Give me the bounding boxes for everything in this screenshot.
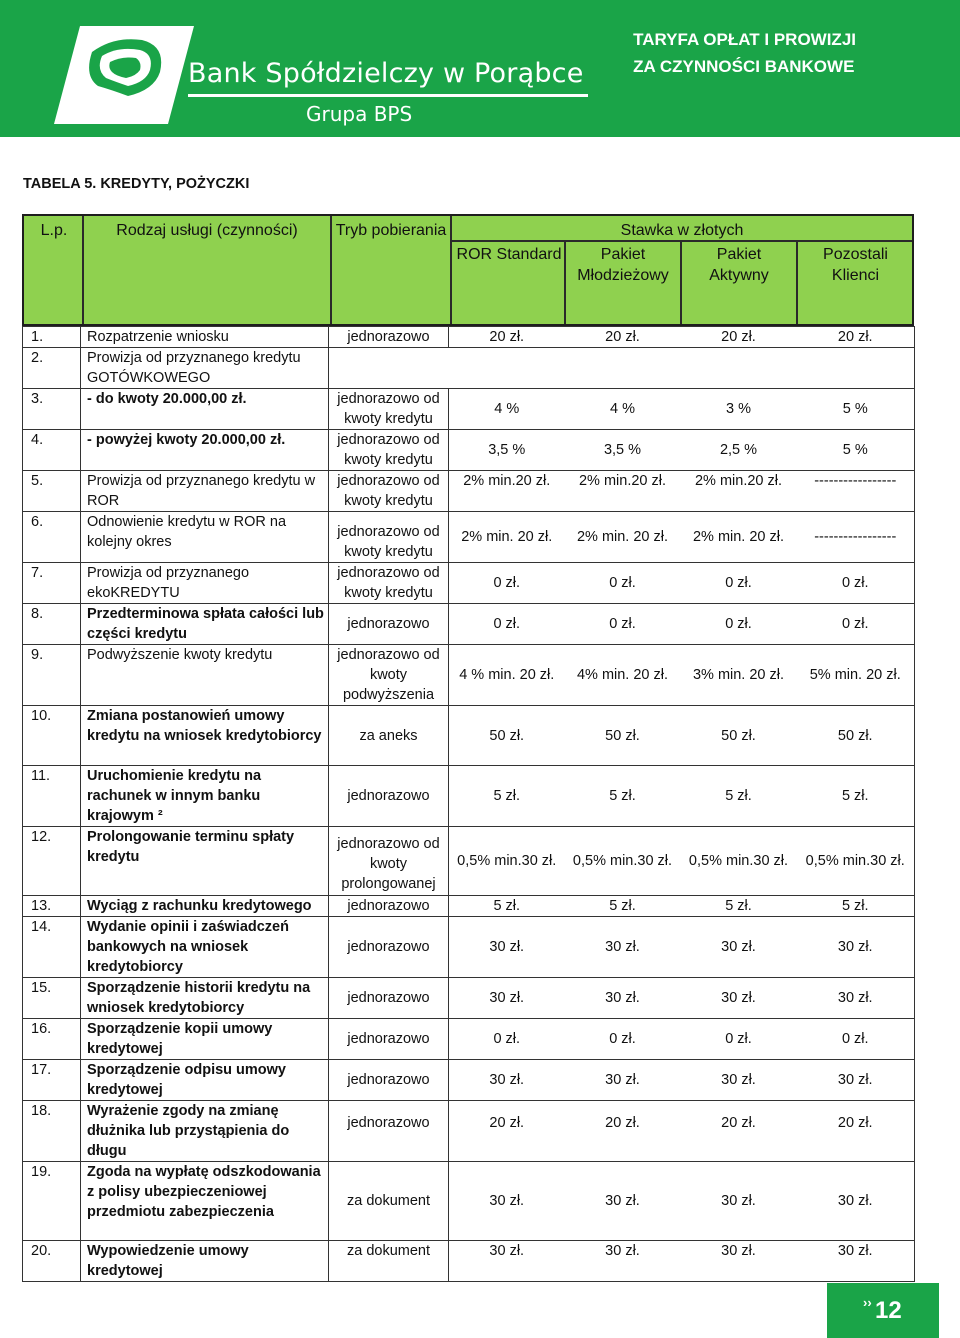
table-row [23, 896, 915, 917]
row-service: Przedterminowa spłata całości lub części kredytu [81, 604, 329, 645]
row-value-ror: 0,5% min.30 zł. [449, 827, 565, 896]
row-value-aktywny: 30 zł. [681, 1241, 797, 1282]
row-value-mlodziezowy: 0 zł. [565, 563, 681, 604]
row-value-ror: 4 % min. 20 zł. [449, 645, 565, 706]
row-lp: 14. [23, 917, 81, 978]
row-value-pozostali: 0,5% min.30 zł. [797, 827, 915, 896]
header-col-mlodziezowy: Pakiet Młodzieżowy [577, 246, 669, 284]
header-col-pozostali: Pozostali Klienci [823, 246, 888, 284]
fees-table [22, 326, 915, 1282]
row-value-mlodziezowy: 0 zł. [565, 604, 681, 645]
row-value-aktywny: 5 zł. [681, 896, 797, 917]
row-value-pozostali: 20 zł. [797, 1101, 915, 1162]
row-value-aktywny: 3 % [681, 389, 797, 430]
bank-name: Bank Spółdzielczy w Porąbce [188, 58, 584, 89]
row-value-mlodziezowy: 50 zł. [565, 706, 681, 766]
row-value-mlodziezowy: 2% min.20 zł. [565, 471, 681, 512]
row-value-ror: 2% min.20 zł. [449, 471, 565, 512]
tariff-title-line2: ZA CZYNNOŚCI BANKOWE [633, 57, 855, 76]
row-mode: za dokument [329, 1241, 449, 1282]
row-value-mlodziezowy: 30 zł. [565, 1241, 681, 1282]
row-value-pozostali: ----------------- [797, 471, 915, 512]
row-lp: 3. [23, 389, 81, 430]
row-value-aktywny: 0 zł. [681, 604, 797, 645]
table-row [23, 1241, 915, 1282]
row-lp: 18. [23, 1101, 81, 1162]
row-value-pozostali: 5 zł. [797, 896, 915, 917]
row-mode: jednorazowo od kwoty prolongowanej [329, 827, 449, 896]
row-mode: jednorazowo [329, 978, 449, 1019]
row-mode: za dokument [329, 1162, 449, 1241]
header-col-ror: ROR Standard [456, 246, 562, 263]
row-value-aktywny: 0,5% min.30 zł. [681, 827, 797, 896]
table-row [23, 1101, 915, 1162]
row-service: Zmiana postanowień umowy kredytu na wniosek kredytobiorcy [81, 706, 329, 766]
row-mode: jednorazowo [329, 1019, 449, 1060]
header-rate-group: Stawka w złotych [620, 222, 744, 239]
row-value-ror: 20 zł. [449, 1101, 565, 1162]
row-value-aktywny: 5 zł. [681, 766, 797, 827]
row-value-aktywny: 30 zł. [681, 1060, 797, 1101]
row-value-ror: 50 zł. [449, 706, 565, 766]
row-service: - do kwoty 20.000,00 zł. [81, 389, 329, 430]
row-service: Prolongowanie terminu spłaty kredytu [81, 827, 329, 896]
row-service: Rozpatrzenie wniosku [81, 327, 329, 348]
table-row [23, 645, 915, 706]
table-row [23, 327, 915, 348]
row-value-aktywny: 2,5 % [681, 430, 797, 471]
row-service: Zgoda na wypłatę odszkodowania z polisy ubezpieczeniowej przedmiotu zabezpieczenia [81, 1162, 329, 1241]
header-banner [0, 0, 960, 137]
row-mode: za aneks [329, 706, 449, 766]
row-value-mlodziezowy: 30 zł. [565, 917, 681, 978]
row-mode: jednorazowo od kwoty podwyższenia [329, 645, 449, 706]
row-value-mlodziezowy: 4 % [565, 389, 681, 430]
row-mode: jednorazowo [329, 896, 449, 917]
row-service: Prowizja od przyznanego kredytu GOTÓWKOWEGO [81, 348, 329, 389]
row-service: Wypowiedzenie umowy kredytowej [81, 1241, 329, 1282]
row-value-pozostali: 30 zł. [797, 1241, 915, 1282]
row-lp: 6. [23, 512, 81, 563]
row-value-mlodziezowy: 5 zł. [565, 766, 681, 827]
row-value-aktywny: 2% min.20 zł. [681, 471, 797, 512]
row-value-pozostali: ----------------- [797, 512, 915, 563]
row-value-ror: 30 zł. [449, 978, 565, 1019]
row-value-mlodziezowy: 20 zł. [565, 327, 681, 348]
table-row [23, 389, 915, 430]
page-number: 12 [875, 1297, 902, 1324]
row-lp: 1. [23, 327, 81, 348]
row-lp: 2. [23, 348, 81, 389]
row-value-ror: 30 zł. [449, 1060, 565, 1101]
row-value-ror: 0 zł. [449, 1019, 565, 1060]
row-value-pozostali: 5 % [797, 430, 915, 471]
row-service: Sporządzenie historii kredytu na wniosek kredytobiorcy [81, 978, 329, 1019]
tariff-title-line1: TARYFA OPŁAT I PROWIZJI [633, 30, 856, 49]
row-value-pozostali: 0 zł. [797, 563, 915, 604]
page-number-badge [827, 1283, 939, 1338]
row-lp: 15. [23, 978, 81, 1019]
table-row [23, 1060, 915, 1101]
row-value-mlodziezowy: 20 zł. [565, 1101, 681, 1162]
table-row [23, 1162, 915, 1241]
row-value-mlodziezowy: 4% min. 20 zł. [565, 645, 681, 706]
row-value-ror: 0 zł. [449, 604, 565, 645]
row-mode: jednorazowo [329, 327, 449, 348]
row-value-mlodziezowy: 2% min. 20 zł. [565, 512, 681, 563]
row-value-aktywny: 20 zł. [681, 1101, 797, 1162]
header-mode: Tryb pobierania [335, 222, 447, 239]
row-mode: jednorazowo od kwoty kredytu [329, 563, 449, 604]
row-lp: 5. [23, 471, 81, 512]
row-value-pozostali: 50 zł. [797, 706, 915, 766]
table-row [23, 348, 915, 389]
row-value-pozostali: 30 zł. [797, 917, 915, 978]
row-value-aktywny: 0 zł. [681, 1019, 797, 1060]
row-value-pozostali: 0 zł. [797, 604, 915, 645]
row-value-ror: 4 % [449, 389, 565, 430]
row-value-aktywny: 50 zł. [681, 706, 797, 766]
table-row [23, 706, 915, 766]
row-value-mlodziezowy: 0,5% min.30 zł. [565, 827, 681, 896]
table-row [23, 512, 915, 563]
row-value-ror: 0 zł. [449, 563, 565, 604]
row-lp: 7. [23, 563, 81, 604]
banner-divider [188, 94, 588, 97]
row-service: Prowizja od przyznanego kredytu w ROR [81, 471, 329, 512]
row-value-ror: 30 zł. [449, 1162, 565, 1241]
row-service: Sporządzenie kopii umowy kredytowej [81, 1019, 329, 1060]
table-row [23, 978, 915, 1019]
row-value-pozostali: 5% min. 20 zł. [797, 645, 915, 706]
row-lp: 8. [23, 604, 81, 645]
row-value-pozostali: 20 zł. [797, 327, 915, 348]
row-mode: jednorazowo od kwoty kredytu [329, 512, 449, 563]
row-lp: 16. [23, 1019, 81, 1060]
row-service: Wydanie opinii i zaświadczeń bankowych na wniosek kredytobiorcy [81, 917, 329, 978]
row-mode: jednorazowo [329, 917, 449, 978]
row-mode: jednorazowo od kwoty kredytu [329, 389, 449, 430]
table-row [23, 827, 915, 896]
table-row [23, 563, 915, 604]
row-service: Wyrażenie zgody na zmianę dłużnika lub przystąpienia do długu [81, 1101, 329, 1162]
table-row [23, 604, 915, 645]
row-lp: 20. [23, 1241, 81, 1282]
table-row [23, 766, 915, 827]
row-lp: 4. [23, 430, 81, 471]
row-value-ror: 5 zł. [449, 896, 565, 917]
row-value-pozostali: 30 zł. [797, 978, 915, 1019]
row-value-mlodziezowy: 3,5 % [565, 430, 681, 471]
row-service: Odnowienie kredytu w ROR na kolejny okres [81, 512, 329, 563]
row-lp: 11. [23, 766, 81, 827]
row-value-mlodziezowy: 5 zł. [565, 896, 681, 917]
row-mode: jednorazowo od kwoty kredytu [329, 430, 449, 471]
row-lp: 19. [23, 1162, 81, 1241]
table-row [23, 1019, 915, 1060]
row-service: Prowizja od przyznanego ekoKREDYTU [81, 563, 329, 604]
row-service: Sporządzenie odpisu umowy kredytowej [81, 1060, 329, 1101]
row-value-aktywny: 30 zł. [681, 1162, 797, 1241]
tariff-title [633, 26, 856, 80]
row-value-pozostali: 30 zł. [797, 1162, 915, 1241]
table-header [22, 214, 914, 326]
chevron-icon: ›› [863, 1295, 872, 1310]
row-lp: 17. [23, 1060, 81, 1101]
table-row [23, 917, 915, 978]
row-value-pozostali: 0 zł. [797, 1019, 915, 1060]
row-value-ror: 3,5 % [449, 430, 565, 471]
header-col-aktywny: Pakiet Aktywny [709, 246, 769, 284]
row-value-aktywny: 30 zł. [681, 978, 797, 1019]
row-mode: jednorazowo [329, 1060, 449, 1101]
row-value-mlodziezowy: 30 zł. [565, 1162, 681, 1241]
row-value-aktywny: 0 zł. [681, 563, 797, 604]
row-service: - powyżej kwoty 20.000,00 zł. [81, 430, 329, 471]
row-value-aktywny: 2% min. 20 zł. [681, 512, 797, 563]
row-value-ror: 30 zł. [449, 1241, 565, 1282]
header-service: Rodzaj usługi (czynności) [116, 222, 298, 239]
row-value-aktywny: 3% min. 20 zł. [681, 645, 797, 706]
row-lp: 10. [23, 706, 81, 766]
bank-logo [54, 26, 194, 124]
row-lp: 13. [23, 896, 81, 917]
row-value-ror: 20 zł. [449, 327, 565, 348]
row-value-ror: 2% min. 20 zł. [449, 512, 565, 563]
row-value-ror: 30 zł. [449, 917, 565, 978]
bank-group: Grupa BPS [306, 102, 413, 126]
row-service: Podwyższenie kwoty kredytu [81, 645, 329, 706]
row-value-aktywny: 30 zł. [681, 917, 797, 978]
row-lp: 12. [23, 827, 81, 896]
table-row [23, 471, 915, 512]
row-value-mlodziezowy: 0 zł. [565, 1019, 681, 1060]
row-empty-span [329, 348, 915, 389]
row-mode: jednorazowo [329, 604, 449, 645]
row-value-mlodziezowy: 30 zł. [565, 1060, 681, 1101]
row-value-pozostali: 5 zł. [797, 766, 915, 827]
row-mode: jednorazowo [329, 1101, 449, 1162]
row-mode: jednorazowo [329, 766, 449, 827]
table-title: TABELA 5. KREDYTY, POŻYCZKI [23, 176, 250, 192]
row-value-ror: 5 zł. [449, 766, 565, 827]
row-lp: 9. [23, 645, 81, 706]
row-value-pozostali: 5 % [797, 389, 915, 430]
row-value-pozostali: 30 zł. [797, 1060, 915, 1101]
table-row [23, 430, 915, 471]
header-lp: L.p. [40, 222, 68, 239]
row-mode: jednorazowo od kwoty kredytu [329, 471, 449, 512]
row-service: Wyciąg z rachunku kredytowego [81, 896, 329, 917]
row-value-mlodziezowy: 30 zł. [565, 978, 681, 1019]
row-service: Uruchomienie kredytu na rachunek w innym banku krajowym ² [81, 766, 329, 827]
row-value-aktywny: 20 zł. [681, 327, 797, 348]
